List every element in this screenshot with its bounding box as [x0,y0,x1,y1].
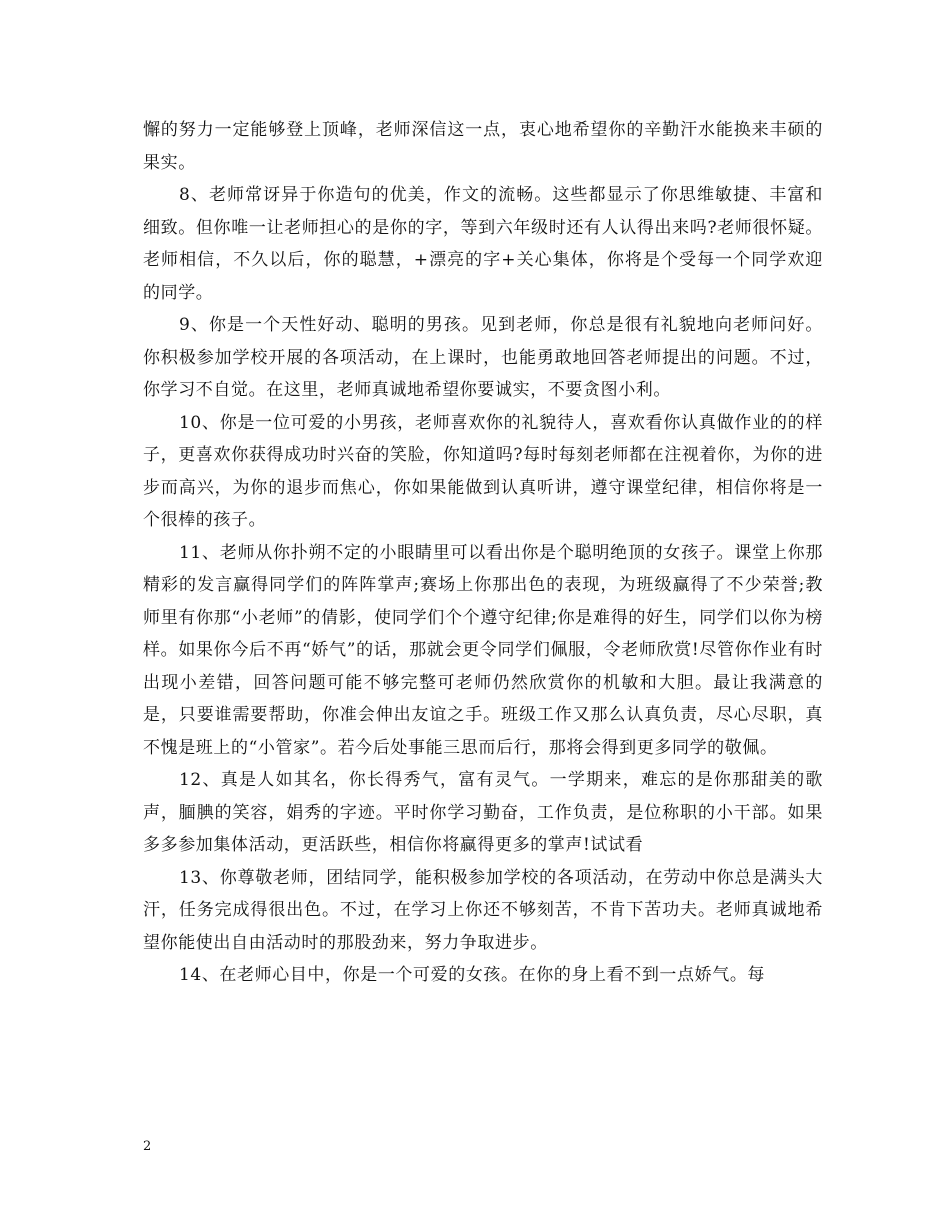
paragraph-item-11: 11、老师从你扑朔不定的小眼睛里可以看出你是个聪明绝顶的女孩子。课堂上你那精彩的发言赢得同学们的阵阵掌声;赛场上你那出色的表现，为班级赢得了不少荣誉;教师里有你那“小老师”的倩影，使同学们个个遵守纪律;你是难得的好生，同学们以你为榜样。如果你今后不再“娇气”的话，那就会更令同学们佩服，令老师欣赏!尽管你作业有时出现小差错，回答问题可能不够完整可老师仍然欣赏你的机敏和大胆。最让我满意的是，只要谁需要帮助，你准会伸出友谊之手。班级工作又那么认真负责，尽心尽职，真不愧是班上的“小管家”。若今后处事能三思而后行，那将会得到更多同学的敬佩。 [143,542,823,758]
paragraph-item-12: 12、真是人如其名，你长得秀气，富有灵气。一学期来，难忘的是你那甜美的歌声，腼腆的笑容，娟秀的字迹。平时你学习勤奋，工作负责，是位称职的小干部。如果多多参加集体活动，更活跃些，相信你将赢得更多的掌声!试试看 [143,770,823,855]
paragraph-item-14: 14、在老师心目中，你是一个可爱的女孩。在你的身上看不到一点娇气。每 [179,965,766,985]
page-number: 2 [143,1139,152,1154]
paragraph-continuation: 懈的努力一定能够登上顶峰，老师深信这一点，衷心地希望你的辛勤汗水能换来丰硕的果实。 [143,120,823,173]
paragraph-item-8: 8、老师常讶异于你造句的优美，作文的流畅。这些都显示了你思维敏捷、丰富和细致。但你唯一让老师担心的是你的字，等到六年级时还有人认得出来吗?老师很怀疑。老师相信，不久以后，你的聪慧，+漂亮的字+关心集体，你将是个受每一个同学欢迎的同学。 [143,185,823,303]
paragraph-item-9: 9、你是一个天性好动、聪明的男孩。见到老师，你总是很有礼貌地向老师问好。你积极参加学校开展的各项活动，在上课时，也能勇敢地回答老师提出的问题。不过，你学习不自觉。在这里，老师真诚地希望你要诚实，不要贪图小利。 [143,315,823,400]
paragraph-item-13: 13、你尊敬老师，团结同学，能积极参加学校的各项活动，在劳动中你总是满头大汗，任务完成得很出色。不过，在学习上你还不够刻苦，不肯下苦功夫。老师真诚地希望你能使出自由活动时的那股劲来，努力争取进步。 [143,867,823,953]
body-text [143,114,823,992]
paragraph-item-10: 10、你是一位可爱的小男孩，老师喜欢你的礼貌待人，喜欢看你认真做作业的的样子，更喜欢你获得成功时兴奋的笑脸，你知道吗?每时每刻老师都在注视着你，为你的进步而高兴，为你的退步而焦心，你如果能做到认真听讲，遵守课堂纪律，相信你将是一个很棒的孩子。 [143,412,823,530]
